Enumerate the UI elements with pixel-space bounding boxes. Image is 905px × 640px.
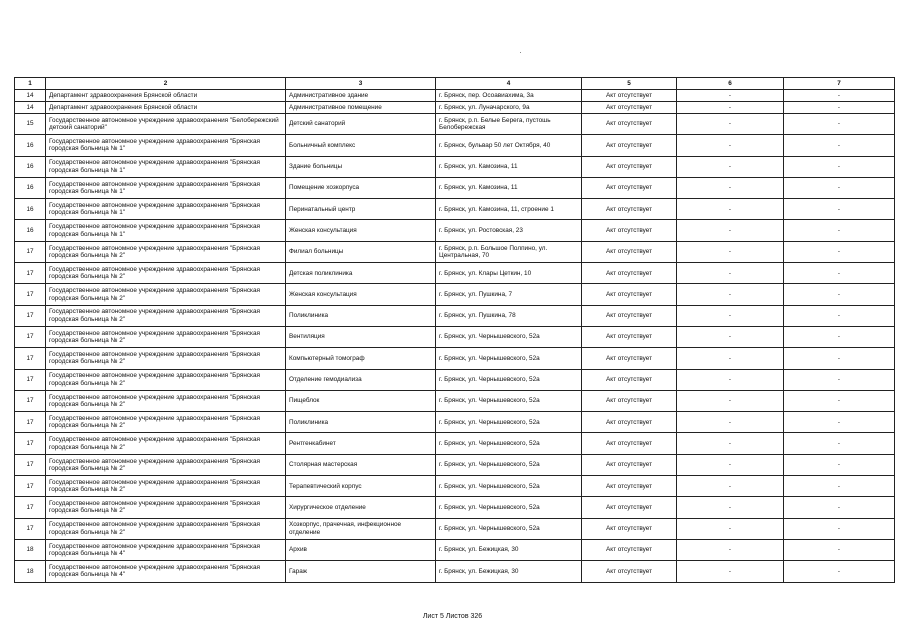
object-cell: Административное здание	[286, 90, 436, 102]
table-row	[15, 561, 895, 582]
column-header-5: 5	[582, 78, 677, 90]
organization-cell: Департамент здравоохранения Брянской области	[46, 90, 286, 102]
address-cell: г. Брянск, ул. Чернышевского, 52а	[436, 433, 582, 454]
object-cell: Здание больницы	[286, 156, 436, 177]
organization-cell: Государственное автономное учреждение здравоохранения "Брянская городская больница № 2"	[46, 518, 286, 539]
row-number: 18	[15, 539, 46, 560]
column-6-cell: -	[677, 476, 784, 497]
act-status-cell: Акт отсутствует	[582, 220, 677, 241]
act-status-cell: Акт отсутствует	[582, 199, 677, 220]
row-number: 17	[15, 497, 46, 518]
table-row	[15, 348, 895, 369]
object-cell: Помещение хозкорпуса	[286, 177, 436, 198]
column-6-cell: -	[677, 156, 784, 177]
address-cell: г. Брянск, ул. Пушкина, 7	[436, 284, 582, 305]
address-cell: г. Брянск, ул. Бежицкая, 30	[436, 539, 582, 560]
column-7-cell: -	[784, 390, 895, 411]
row-number: 16	[15, 156, 46, 177]
row-number: 17	[15, 326, 46, 347]
object-cell: Терапевтический корпус	[286, 476, 436, 497]
address-cell: г. Брянск, ул. Чернышевского, 52а	[436, 326, 582, 347]
column-6-cell: -	[677, 220, 784, 241]
address-cell: г. Брянск, ул. Чернышевского, 52а	[436, 454, 582, 475]
column-7-cell: -	[784, 561, 895, 582]
object-cell: Архив	[286, 539, 436, 560]
column-header-7: 7	[784, 78, 895, 90]
table-row	[15, 390, 895, 411]
scan-speck	[520, 52, 521, 53]
table-row	[15, 263, 895, 284]
table-row	[15, 326, 895, 347]
column-6-cell: -	[677, 326, 784, 347]
row-number: 17	[15, 263, 46, 284]
column-7-cell: -	[784, 114, 895, 135]
column-6-cell: -	[677, 518, 784, 539]
act-status-cell: Акт отсутствует	[582, 454, 677, 475]
table-row	[15, 476, 895, 497]
column-7-cell: -	[784, 220, 895, 241]
column-6-cell: -	[677, 284, 784, 305]
column-6-cell: -	[677, 114, 784, 135]
organization-cell: Государственное автономное учреждение здравоохранения "Брянская городская больница № 1"	[46, 220, 286, 241]
row-number: 17	[15, 518, 46, 539]
row-number: 14	[15, 102, 46, 114]
column-7-cell: -	[784, 90, 895, 102]
column-6-cell: -	[677, 102, 784, 114]
page-footer: Лист 5 Листов 326	[422, 613, 483, 620]
act-status-cell: Акт отсутствует	[582, 305, 677, 326]
table-row	[15, 284, 895, 305]
header-row	[15, 78, 895, 90]
table-row	[15, 199, 895, 220]
table-row	[15, 433, 895, 454]
column-7-cell: -	[784, 454, 895, 475]
address-cell: г. Брянск, ул. Камозина, 11	[436, 156, 582, 177]
column-7-cell: -	[784, 284, 895, 305]
column-6-cell: -	[677, 539, 784, 560]
address-cell: г. Брянск, ул. Чернышевского, 52а	[436, 518, 582, 539]
act-status-cell: Акт отсутствует	[582, 390, 677, 411]
object-cell: Хирургическое отделение	[286, 497, 436, 518]
organization-cell: Государственное автономное учреждение здравоохранения "Брянская городская больница № 2"	[46, 369, 286, 390]
column-6-cell: -	[677, 263, 784, 284]
column-6-cell: -	[677, 369, 784, 390]
address-cell: г. Брянск, ул. Камозина, 11	[436, 177, 582, 198]
organization-cell: Государственное автономное учреждение здравоохранения "Брянская городская больница № 1"	[46, 177, 286, 198]
register-body	[15, 90, 895, 583]
act-status-cell: Акт отсутствует	[582, 348, 677, 369]
row-number: 17	[15, 433, 46, 454]
object-cell: Административное помещение	[286, 102, 436, 114]
column-7-cell: -	[784, 135, 895, 156]
act-status-cell: Акт отсутствует	[582, 561, 677, 582]
act-status-cell: Акт отсутствует	[582, 539, 677, 560]
address-cell: г. Брянск, ул. Камозина, 11, строение 1	[436, 199, 582, 220]
address-cell: г. Брянск, ул. Пушкина, 78	[436, 305, 582, 326]
act-status-cell: Акт отсутствует	[582, 241, 677, 262]
organization-cell: Государственное автономное учреждение здравоохранения "Брянская городская больница № 2"	[46, 348, 286, 369]
column-6-cell: -	[677, 305, 784, 326]
object-cell: Хозкорпус, прачечная, инфекционное отделение	[286, 518, 436, 539]
column-6-cell: -	[677, 90, 784, 102]
organization-cell: Государственное автономное учреждение здравоохранения "Брянская городская больница № 4"	[46, 561, 286, 582]
row-number: 16	[15, 199, 46, 220]
table-row	[15, 156, 895, 177]
column-6-cell: -	[677, 454, 784, 475]
organization-cell: Государственное автономное учреждение здравоохранения "Брянская городская больница № 1"	[46, 135, 286, 156]
document-sheet	[14, 77, 894, 583]
table-row	[15, 454, 895, 475]
organization-cell: Государственное автономное учреждение здравоохранения "Брянская городская больница № 2"	[46, 305, 286, 326]
row-number: 17	[15, 369, 46, 390]
organization-cell: Государственное автономное учреждение здравоохранения "Брянская городская больница № 2"	[46, 326, 286, 347]
column-header-3: 3	[286, 78, 436, 90]
organization-cell: Государственное автономное учреждение здравоохранения "Брянская городская больница № 2"	[46, 433, 286, 454]
column-7-cell: -	[784, 199, 895, 220]
organization-cell: Государственное автономное учреждение здравоохранения "Брянская городская больница № 1"	[46, 199, 286, 220]
table-row	[15, 539, 895, 560]
address-cell: г. Брянск, бульвар 50 лет Октября, 40	[436, 135, 582, 156]
organization-cell: Государственное автономное учреждение здравоохранения "Брянская городская больница № 1"	[46, 156, 286, 177]
row-number: 14	[15, 90, 46, 102]
act-status-cell: Акт отсутствует	[582, 326, 677, 347]
table-row	[15, 412, 895, 433]
table-row	[15, 220, 895, 241]
organization-cell: Государственное автономное учреждение здравоохранения "Брянская городская больница № 4"	[46, 539, 286, 560]
object-cell: Рентгенкабинет	[286, 433, 436, 454]
row-number: 17	[15, 305, 46, 326]
column-6-cell: -	[677, 177, 784, 198]
object-cell: Компьютерный томограф	[286, 348, 436, 369]
table-row	[15, 102, 895, 114]
column-7-cell: -	[784, 102, 895, 114]
address-cell: г. Брянск, р.п. Белые Берега, пустошь Белобережская	[436, 114, 582, 135]
row-number: 17	[15, 348, 46, 369]
object-cell: Поликлиника	[286, 412, 436, 433]
column-header-1: 1	[15, 78, 46, 90]
column-7-cell: -	[784, 156, 895, 177]
column-7-cell: -	[784, 539, 895, 560]
column-7-cell: -	[784, 177, 895, 198]
object-cell: Гараж	[286, 561, 436, 582]
table-row	[15, 241, 895, 262]
act-status-cell: Акт отсутствует	[582, 114, 677, 135]
column-7-cell: -	[784, 348, 895, 369]
act-status-cell: Акт отсутствует	[582, 284, 677, 305]
table-row	[15, 369, 895, 390]
organization-cell: Государственное автономное учреждение здравоохранения "Брянская городская больница № 2"	[46, 241, 286, 262]
column-6-cell: -	[677, 433, 784, 454]
address-cell: г. Брянск, ул. Бежицкая, 30	[436, 561, 582, 582]
organization-cell: Государственное автономное учреждение здравоохранения "Брянская городская больница № 2"	[46, 454, 286, 475]
column-6-cell: -	[677, 199, 784, 220]
object-cell: Вентиляция	[286, 326, 436, 347]
row-number: 17	[15, 412, 46, 433]
column-6-cell: -	[677, 412, 784, 433]
column-header-4: 4	[436, 78, 582, 90]
organization-cell: Государственное автономное учреждение здравоохранения "Брянская городская больница № 2"	[46, 390, 286, 411]
address-cell: г. Брянск, ул. Клары Цеткин, 10	[436, 263, 582, 284]
row-number: 16	[15, 135, 46, 156]
act-status-cell: Акт отсутствует	[582, 156, 677, 177]
act-status-cell: Акт отсутствует	[582, 433, 677, 454]
column-6-cell: -	[677, 348, 784, 369]
register-table	[14, 77, 895, 583]
row-number: 18	[15, 561, 46, 582]
address-cell: г. Брянск, ул. Чернышевского, 52а	[436, 390, 582, 411]
column-6-cell: -	[677, 497, 784, 518]
address-cell: г. Брянск, ул. Чернышевского, 52а	[436, 369, 582, 390]
address-cell: г. Брянск, пер. Осоавиахима, 3а	[436, 90, 582, 102]
column-header-6: 6	[677, 78, 784, 90]
table-row	[15, 497, 895, 518]
column-header-2: 2	[46, 78, 286, 90]
address-cell: г. Брянск, ул. Чернышевского, 52а	[436, 412, 582, 433]
object-cell: Отделение гемодиализа	[286, 369, 436, 390]
row-number: 16	[15, 177, 46, 198]
row-number: 17	[15, 241, 46, 262]
column-7-cell: -	[784, 369, 895, 390]
act-status-cell: Акт отсутствует	[582, 518, 677, 539]
object-cell: Перинатальный центр	[286, 199, 436, 220]
column-7-cell: -	[784, 476, 895, 497]
act-status-cell: Акт отсутствует	[582, 135, 677, 156]
object-cell: Больничный комплекс	[286, 135, 436, 156]
object-cell: Пищеблок	[286, 390, 436, 411]
organization-cell: Государственное автономное учреждение здравоохранения "Брянская городская больница № 2"	[46, 263, 286, 284]
act-status-cell: Акт отсутствует	[582, 90, 677, 102]
organization-cell: Государственное автономное учреждение здравоохранения "Брянская городская больница № 2"	[46, 497, 286, 518]
object-cell: Детский санаторий	[286, 114, 436, 135]
column-6-cell: -	[677, 561, 784, 582]
act-status-cell: Акт отсутствует	[582, 476, 677, 497]
object-cell: Детская поликлиника	[286, 263, 436, 284]
object-cell: Женская консультация	[286, 284, 436, 305]
column-6-cell: -	[677, 135, 784, 156]
act-status-cell: Акт отсутствует	[582, 177, 677, 198]
object-cell: Женская консультация	[286, 220, 436, 241]
act-status-cell: Акт отсутствует	[582, 263, 677, 284]
column-7-cell: -	[784, 518, 895, 539]
table-row	[15, 90, 895, 102]
column-6-cell: -	[677, 390, 784, 411]
address-cell: г. Брянск, ул. Чернышевского, 52а	[436, 348, 582, 369]
address-cell: г. Брянск, ул. Луначарского, 9а	[436, 102, 582, 114]
address-cell: г. Брянск, ул. Ростовская, 23	[436, 220, 582, 241]
row-number: 17	[15, 454, 46, 475]
address-cell: г. Брянск, р.п. Большое Полпино, ул. Центральная, 70	[436, 241, 582, 262]
organization-cell: Государственное автономное учреждение здравоохранения "Брянская городская больница № 2"	[46, 284, 286, 305]
organization-cell: Государственное автономное учреждение здравоохранения "Брянская городская больница № 2"	[46, 412, 286, 433]
table-row	[15, 114, 895, 135]
column-7-cell: -	[784, 412, 895, 433]
row-number: 16	[15, 220, 46, 241]
row-number: 15	[15, 114, 46, 135]
table-row	[15, 305, 895, 326]
column-7-cell: -	[784, 433, 895, 454]
column-7-cell: -	[784, 241, 895, 262]
column-6-cell: -	[677, 241, 784, 262]
table-row	[15, 177, 895, 198]
object-cell: Филиал больницы	[286, 241, 436, 262]
column-7-cell: -	[784, 305, 895, 326]
organization-cell: Государственное автономное учреждение здравоохранения "Брянская городская больница № 2"	[46, 476, 286, 497]
row-number: 17	[15, 476, 46, 497]
table-row	[15, 518, 895, 539]
object-cell: Столярная мастерская	[286, 454, 436, 475]
act-status-cell: Акт отсутствует	[582, 412, 677, 433]
act-status-cell: Акт отсутствует	[582, 497, 677, 518]
column-7-cell: -	[784, 497, 895, 518]
organization-cell: Государственное автономное учреждение здравоохранения "Белобережский детский санаторий"	[46, 114, 286, 135]
address-cell: г. Брянск, ул. Чернышевского, 52а	[436, 476, 582, 497]
row-number: 17	[15, 284, 46, 305]
organization-cell: Департамент здравоохранения Брянской области	[46, 102, 286, 114]
act-status-cell: Акт отсутствует	[582, 369, 677, 390]
column-7-cell: -	[784, 263, 895, 284]
row-number: 17	[15, 390, 46, 411]
column-7-cell: -	[784, 326, 895, 347]
table-row	[15, 135, 895, 156]
act-status-cell: Акт отсутствует	[582, 102, 677, 114]
address-cell: г. Брянск, ул. Чернышевского, 52а	[436, 497, 582, 518]
object-cell: Поликлиника	[286, 305, 436, 326]
